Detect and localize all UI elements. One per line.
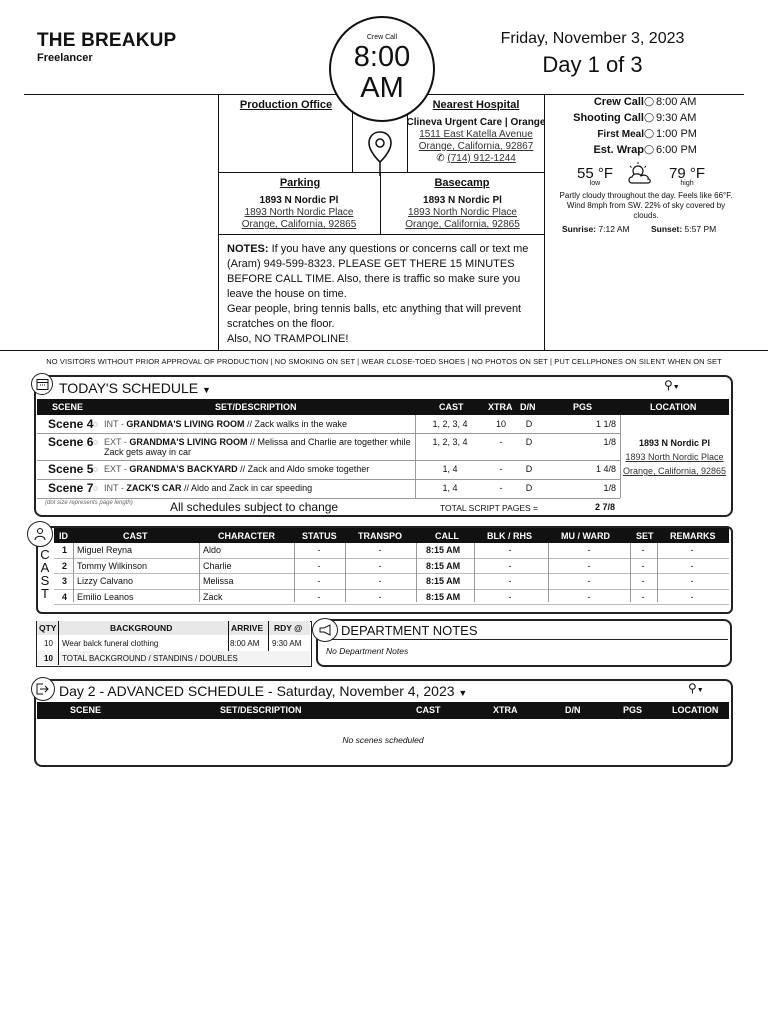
cast-divider <box>345 543 346 602</box>
schedule-header-bar <box>37 399 729 415</box>
bg-total-label: TOTAL BACKGROUND / STANDINS / DOUBLES <box>62 654 238 663</box>
basecamp-title[interactable]: Basecamp <box>434 177 490 189</box>
schedule-col-divider <box>415 415 416 498</box>
scene-pgs: 1/8 <box>603 483 616 493</box>
cast-divider <box>416 543 417 602</box>
scene-xtra: 10 <box>495 419 506 429</box>
hospital-title[interactable]: Nearest Hospital <box>432 99 520 111</box>
cast-row[interactable] <box>54 574 729 590</box>
location-filter-icon[interactable]: ⚲▼ <box>688 681 704 695</box>
bg-divider <box>228 621 229 651</box>
chevron-down-icon: ▼ <box>458 688 468 698</box>
scene-number: Scene 6 <box>48 435 94 449</box>
col-blk-rhs: BLK / RHS <box>487 531 532 541</box>
cast-divider <box>73 543 74 602</box>
cast-row[interactable] <box>54 590 729 606</box>
scene-dn: D <box>525 437 533 447</box>
cast-id: 3 <box>62 576 68 586</box>
high-label: high <box>680 180 694 187</box>
cast-blk: - <box>508 560 512 571</box>
cast-mu: - <box>587 591 591 602</box>
map-pin-icon <box>367 130 393 183</box>
location-address-line1[interactable]: 1893 North Nordic Place <box>625 452 724 462</box>
background-row[interactable] <box>37 635 310 652</box>
meal-icon: ◯ <box>644 128 655 138</box>
col-id: ID <box>59 531 68 541</box>
call-time: 8:00 AM <box>656 96 697 108</box>
col-character: CHARACTER <box>218 531 275 541</box>
scene-xtra: - <box>499 464 503 474</box>
cast-transpo: - <box>378 545 382 555</box>
page-dot-icon: ○ <box>93 437 99 447</box>
cast-status: - <box>317 576 321 586</box>
int-ext: EXT - <box>104 437 127 447</box>
scene-pgs: 1/8 <box>603 437 616 447</box>
page-dot-icon: ○ <box>93 419 99 429</box>
call-times <box>548 96 744 160</box>
call-label: Est. Wrap <box>593 144 644 156</box>
megaphone-icon[interactable] <box>312 618 338 642</box>
hospital-name: Clineva Urgent Care | Orange <box>406 117 546 128</box>
col-location: LOCATION <box>650 402 697 412</box>
grid-divider-mid <box>352 112 353 172</box>
bg-rdy: 9:30 AM <box>272 639 302 648</box>
scene-description <box>104 419 347 429</box>
int-ext: INT - <box>104 419 124 429</box>
advanced-empty: No scenes scheduled <box>342 735 424 745</box>
cast-rows <box>54 543 729 605</box>
cast-mu: - <box>587 576 591 586</box>
scene-dn: D <box>525 483 533 493</box>
col-call: CALL <box>435 531 459 541</box>
notes-text: If you have any questions or concerns call or text me (Aram) 949-599-8323. PLEASE GET THERE 15 MINUTES BEFORE CALL TIME. Also, there is traffic so make sure you leave the house on time. <box>227 243 529 300</box>
scene-dn: D <box>525 419 533 429</box>
cast-person-icon[interactable] <box>27 521 53 547</box>
page-dot-icon: ○ <box>93 483 99 493</box>
sunrise-label: Sunrise: <box>562 224 597 234</box>
scene-description <box>104 437 416 447</box>
col-location: LOCATION <box>672 705 719 715</box>
cast-name: Emilio Leanos <box>77 591 134 602</box>
cast-set: - <box>641 591 645 602</box>
col-remarks: REMARKS <box>670 531 716 541</box>
basecamp-address-line1[interactable]: 1893 North Nordic Place <box>408 207 517 218</box>
cast-id: 4 <box>62 591 68 602</box>
col-dn: D/N <box>520 402 536 412</box>
scene-description-cont: Zack gets away in car <box>104 447 192 457</box>
parking-title[interactable]: Parking <box>279 177 321 189</box>
set-rules: NO VISITORS WITHOUT PRIOR APPROVAL OF PRODUCTION | NO SMOKING ON SET | WEAR CLOSE-TOED SHOES | NO PHOTOS ON SET | PUT CELLPHONES ON SILENT WHEN ON SET <box>46 357 722 366</box>
sunset <box>651 224 716 234</box>
bg-arrive: 8:00 AM <box>230 639 260 648</box>
scene-number: Scene 4 <box>48 417 94 431</box>
scene-pgs: 1 4/8 <box>595 464 616 474</box>
scene-description <box>104 464 369 474</box>
bg-description: Wear balck funeral clothing <box>62 639 159 648</box>
scene-dn: D <box>525 464 533 474</box>
basecamp-address-line2[interactable]: Orange, California, 92865 <box>405 219 520 230</box>
call-row <box>548 128 744 144</box>
call-label: Crew Call <box>593 96 644 108</box>
cast-character: Melissa <box>203 576 234 586</box>
clock-icon: ◯ <box>644 144 655 154</box>
dot-size-footnote: (dot size represents page length) <box>45 500 133 506</box>
schedule-rows <box>37 415 620 500</box>
notes-label: NOTES: <box>227 243 269 255</box>
cast-divider <box>474 543 475 602</box>
cast-remarks: - <box>690 591 694 602</box>
notes-line3: Also, NO TRAMPOLINE! <box>227 333 349 345</box>
scene-xtra: - <box>499 483 503 493</box>
background-total-row <box>37 651 310 665</box>
side-letter: A <box>40 560 50 575</box>
cast-call: 8:15 AM <box>426 545 461 555</box>
call-row <box>548 144 744 160</box>
cast-character: Aldo <box>203 545 222 555</box>
cast-remarks: - <box>690 560 694 571</box>
hospital-address-line1[interactable]: 1511 East Katella Avenue <box>419 129 533 140</box>
scene-cast: 1, 2, 3, 4 <box>432 437 468 447</box>
col-xtra: XTRA <box>493 705 518 715</box>
bg-divider <box>58 621 59 665</box>
total-pages-value: 2 7/8 <box>595 502 616 512</box>
scene-cast: 1, 2, 3, 4 <box>432 419 468 429</box>
crew-call-ampm: AM <box>360 72 404 104</box>
cast-divider <box>294 543 295 602</box>
call-time: 1:00 PM <box>656 128 697 140</box>
production-office-title[interactable]: Production Office <box>239 99 333 111</box>
production-subtitle: Freelancer <box>37 52 93 64</box>
scene-desc: // Melissa and Charlie are together while <box>247 437 411 447</box>
weather-high <box>662 165 712 187</box>
sunset-time: 5:57 PM <box>684 224 717 234</box>
cast-blk: - <box>508 591 512 602</box>
advanced-title-text: Day 2 - ADVANCED SCHEDULE - Saturday, November 4, 2023 <box>59 683 455 699</box>
col-dn: D/N <box>565 705 581 715</box>
bg-qty: 10 <box>44 639 53 648</box>
production-notes <box>227 242 539 347</box>
cast-side-label <box>38 548 52 600</box>
int-ext: EXT - <box>104 464 127 474</box>
schedule-disclaimer: All schedules subject to change <box>170 500 339 514</box>
col-pgs: PGS <box>573 402 593 412</box>
col-arrive: ARRIVE <box>231 623 264 633</box>
cast-call: 8:15 AM <box>426 560 461 571</box>
advanced-header-bar <box>37 702 729 719</box>
todays-schedule-title[interactable] <box>59 380 211 396</box>
basecamp-name: 1893 N Nordic Pl <box>423 195 502 206</box>
cast-name: Miguel Reyna <box>77 545 133 555</box>
bg-total-qty: 10 <box>44 654 53 663</box>
cast-mu: - <box>587 560 591 571</box>
col-background: BACKGROUND <box>110 623 173 633</box>
clock-icon: ◯ <box>644 96 655 106</box>
cast-id: 2 <box>62 560 68 571</box>
cast-row[interactable] <box>54 559 729 575</box>
side-letter: S <box>40 573 50 588</box>
col-xtra: XTRA <box>488 402 513 412</box>
set-name: GRANDMA'S LIVING ROOM <box>129 437 248 447</box>
calendar-icon[interactable] <box>31 373 53 395</box>
col-qty: QTY <box>39 623 57 633</box>
col-transpo: TRANSPO <box>358 531 403 541</box>
cast-name: Lizzy Calvano <box>77 576 134 586</box>
shoot-date: Friday, November 3, 2023 <box>500 30 685 47</box>
notes-line2: Gear people, bring tennis balls, etc anything that will prevent scratches on the floor. <box>227 303 522 330</box>
side-letter: C <box>40 547 50 562</box>
cast-status: - <box>317 545 321 555</box>
background-header <box>37 621 310 635</box>
location-name: 1893 N Nordic Pl <box>638 438 711 448</box>
scene-cast: 1, 4 <box>442 483 458 493</box>
shoot-day: Day 1 of 3 <box>542 52 643 77</box>
call-time: 6:00 PM <box>656 144 697 156</box>
scene-description <box>104 483 312 493</box>
cast-status: - <box>317 560 321 571</box>
bg-divider <box>268 621 269 651</box>
set-name: GRANDMA'S BACKYARD <box>129 464 238 474</box>
call-row <box>548 112 744 128</box>
advanced-schedule-title[interactable] <box>59 683 467 699</box>
cast-divider <box>657 543 658 602</box>
scene-pgs: 1 1/8 <box>595 419 616 429</box>
set-name: ZACK'S CAR <box>126 483 182 493</box>
cast-call: 8:15 AM <box>426 591 461 602</box>
cast-transpo: - <box>378 576 382 586</box>
location-address-line2[interactable]: Orange, California, 92865 <box>622 466 727 476</box>
cast-set: - <box>641 545 645 555</box>
cast-header-bar <box>54 528 729 543</box>
weather-summary: Partly cloudy throughout the day. Feels like 66°F. Wind 8mph from SW. 22% of sky covered by clouds. <box>559 191 733 220</box>
cast-character: Charlie <box>203 560 232 571</box>
cast-set: - <box>641 560 645 571</box>
sunrise-time: 7:12 AM <box>598 224 630 234</box>
int-ext: INT - <box>104 483 124 493</box>
grid-divider-h2 <box>218 234 544 235</box>
high-temp: 79 °F <box>668 165 705 182</box>
cast-blk: - <box>508 576 512 586</box>
scene-desc: // Zack walks in the wake <box>244 419 348 429</box>
department-notes-title[interactable]: DEPARTMENT NOTES <box>341 623 478 638</box>
crew-call-circle <box>329 16 435 122</box>
scene-desc: // Zack and Aldo smoke together <box>237 464 370 474</box>
cast-mu: - <box>587 545 591 555</box>
schedule-row[interactable] <box>37 433 620 461</box>
cast-divider <box>630 543 631 602</box>
cast-blk: - <box>508 545 512 555</box>
cast-row[interactable] <box>54 543 729 559</box>
chevron-down-icon: ▼ <box>201 385 211 395</box>
scene-desc: // Aldo and Zack in car speeding <box>181 483 313 493</box>
dept-notes-divider <box>318 639 728 640</box>
clock-icon: ◯ <box>644 112 655 122</box>
col-scene: SCENE <box>70 705 102 715</box>
weather-low <box>572 165 618 187</box>
scene-xtra: - <box>499 437 503 447</box>
department-notes-empty: No Department Notes <box>326 646 409 656</box>
phone-icon: ✆ <box>436 153 445 164</box>
schedule-row[interactable] <box>37 415 620 434</box>
col-cast-name: CAST <box>123 531 148 541</box>
hospital-phone[interactable]: (714) 912-1244 <box>447 153 516 164</box>
cast-id: 1 <box>62 545 68 555</box>
col-status: STATUS <box>302 531 337 541</box>
cast-divider <box>548 543 549 602</box>
cast-call: 8:15 AM <box>426 576 461 586</box>
col-set-description: SET/DESCRIPTION <box>215 402 297 412</box>
scene-number: Scene 7 <box>48 481 94 495</box>
low-label: low <box>589 180 601 187</box>
cast-set: - <box>641 576 645 586</box>
col-set-description: SET/DESCRIPTION <box>220 705 302 715</box>
parking-address-line2[interactable]: Orange, California, 92865 <box>241 219 357 230</box>
cast-transpo: - <box>378 591 382 602</box>
sunrise <box>562 224 630 234</box>
hospital-address-line2[interactable]: Orange, California, 92867 <box>418 141 534 152</box>
sign-out-icon[interactable] <box>31 677 55 701</box>
sunset-label: Sunset: <box>651 224 683 234</box>
schedule-title-text: TODAY'S SCHEDULE <box>59 380 199 396</box>
parking-name: 1893 N Nordic Pl <box>259 195 339 206</box>
page-dot-icon: ○ <box>93 464 99 474</box>
col-mu-ward: MU / WARD <box>561 531 610 541</box>
call-label: Shooting Call <box>573 112 644 124</box>
call-label: First Meal <box>597 129 644 140</box>
parking-address-line1[interactable]: 1893 North Nordic Place <box>244 207 354 218</box>
grid-divider-bottom <box>0 350 768 351</box>
col-cast: CAST <box>416 705 441 715</box>
col-set: SET <box>636 531 654 541</box>
schedule-row[interactable] <box>37 479 620 499</box>
crew-call-label: Crew Call <box>366 34 398 41</box>
col-rdy: RDY @ <box>274 623 303 633</box>
cast-remarks: - <box>690 545 694 555</box>
scene-number: Scene 5 <box>48 462 94 476</box>
total-pages-label: TOTAL SCRIPT PAGES = <box>440 503 539 513</box>
partly-cloudy-icon <box>626 162 654 191</box>
col-scene: SCENE <box>52 402 84 412</box>
low-temp: 55 °F <box>576 165 613 182</box>
call-time: 9:30 AM <box>656 112 697 124</box>
cast-name: Tommy Wilkinson <box>77 560 148 571</box>
cast-remarks: - <box>690 576 694 586</box>
call-row <box>548 96 744 112</box>
schedule-location[interactable] <box>620 436 729 478</box>
cast-transpo: - <box>378 560 382 571</box>
col-cast: CAST <box>439 402 464 412</box>
location-filter-icon[interactable]: ⚲▼ <box>664 378 680 392</box>
hospital-phone-row[interactable] <box>405 153 547 166</box>
crew-call-time: 8:00 <box>353 41 411 73</box>
cast-divider <box>199 543 200 602</box>
scene-cast: 1, 4 <box>442 464 458 474</box>
set-name: GRANDMA'S LIVING ROOM <box>126 419 245 429</box>
side-letter: T <box>41 586 49 601</box>
cast-status: - <box>317 591 321 602</box>
schedule-row[interactable] <box>37 460 620 480</box>
col-pgs: PGS <box>623 705 643 715</box>
cast-character: Zack <box>203 591 223 602</box>
production-title: THE BREAKUP <box>37 30 177 51</box>
